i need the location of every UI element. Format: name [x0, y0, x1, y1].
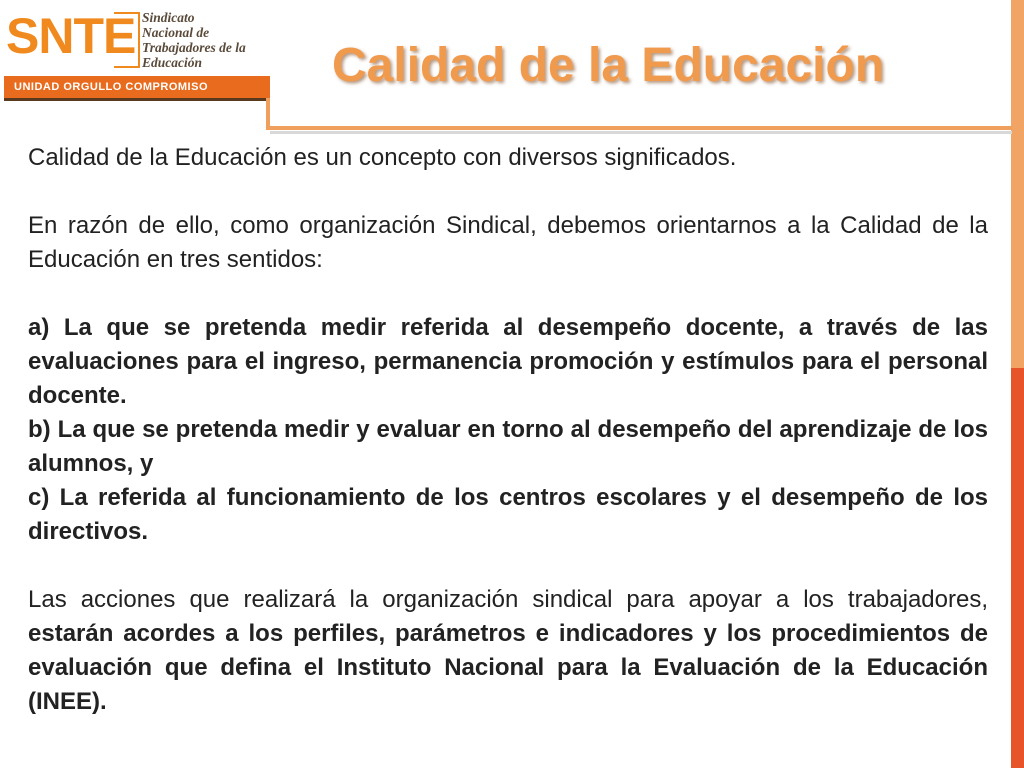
- snte-logo: [4, 6, 270, 98]
- header-divider-horizontal: [266, 126, 1012, 130]
- paragraph-actions-bold: estarán acordes a los perfiles, parámetros e indicadores y los procedimientos de evaluación que defina el Instituto Nacional para la Evaluación de la Educación (INEE).: [28, 620, 988, 715]
- logo-motto-band: [4, 76, 270, 101]
- slide-body: [28, 141, 988, 719]
- header-divider-shadow: [270, 131, 1012, 134]
- paragraph-intro: Calidad de la Educación es un concepto con diversos significados.: [28, 144, 737, 171]
- list-item-b: b) La que se pretenda medir y evaluar en torno al desempeño del aprendizaje de los alumnos, y: [28, 416, 988, 477]
- paragraph-actions: [28, 583, 988, 719]
- logo-org-name: Sindicato Nacional de Trabajadores de la Educación: [142, 10, 246, 70]
- edge-decoration-dark: [1011, 368, 1024, 768]
- paragraph-actions-normal: Las acciones que realizará la organización sindical para apoyar a los trabajadores,: [28, 586, 988, 613]
- logo-bracket: [114, 12, 140, 68]
- logo-motto: UNIDAD ORGULLO COMPROMISO: [14, 81, 208, 93]
- list-item-a: a) La que se pretenda medir referida al desempeño docente, a través de las evaluaciones para el ingreso, permanencia promoción y estímulos para el personal docente.: [28, 314, 988, 409]
- paragraph-reason: En razón de ello, como organización Sindical, debemos orientarnos a la Calidad de la Educación en tres sentidos:: [28, 212, 988, 273]
- slide-title: Calidad de la Educación: [332, 39, 885, 92]
- list-item-c: c) La referida al funcionamiento de los centros escolares y el desempeño de los directivos.: [28, 484, 988, 545]
- edge-decoration-light: [1011, 0, 1024, 368]
- logo-wordmark: SNTE: [6, 8, 136, 64]
